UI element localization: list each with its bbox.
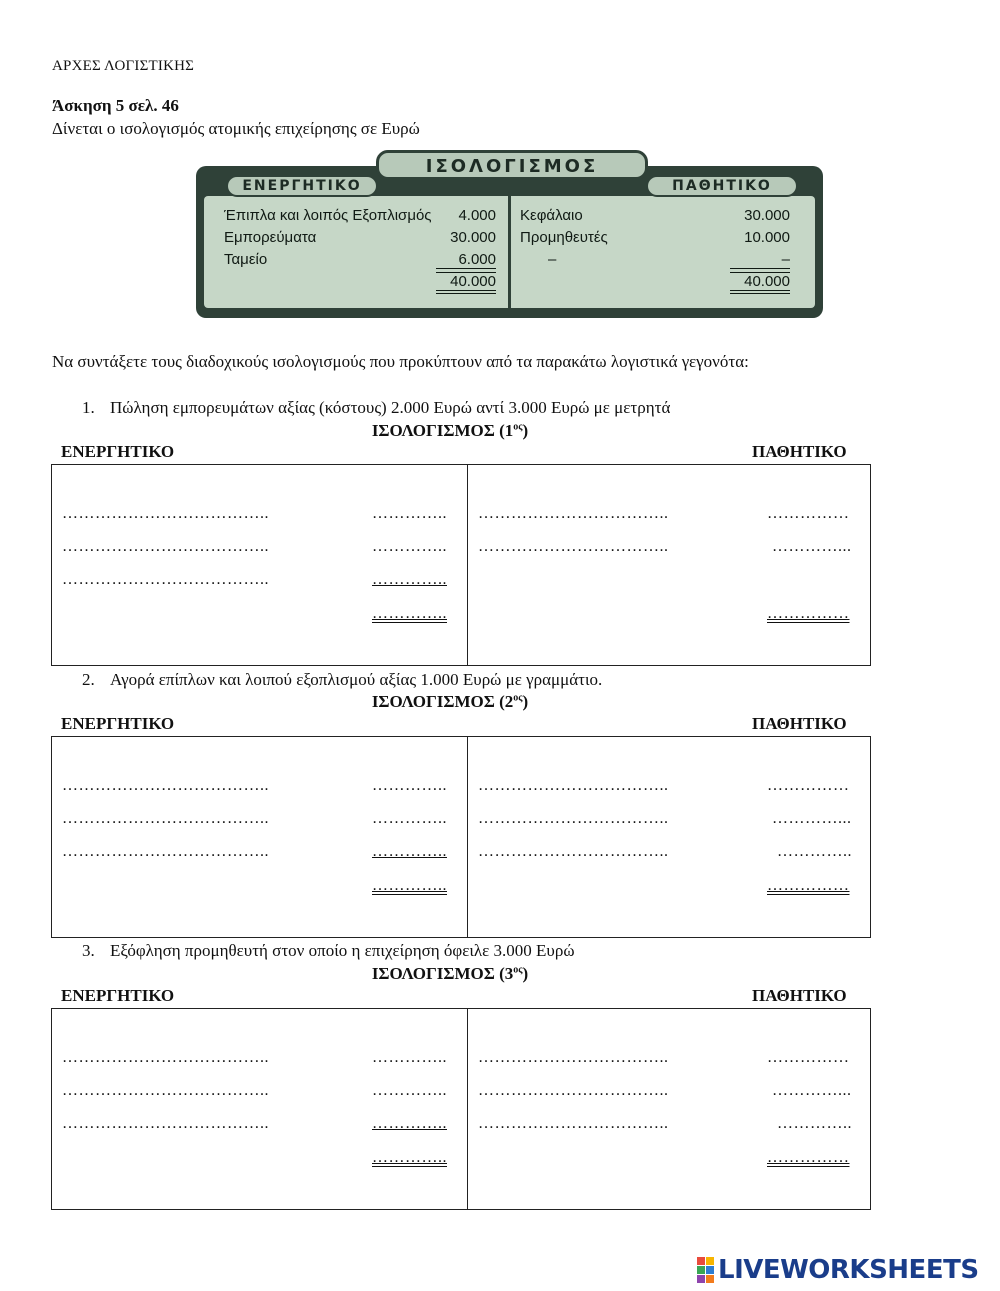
blank-liability-value[interactable]: …………... — [772, 1082, 852, 1099]
asset-name: Ταμείο — [224, 251, 268, 268]
asset-name: Εμπορεύματα — [224, 229, 317, 246]
blank-assets-total[interactable]: ………….. — [372, 605, 447, 622]
blank-liability-value[interactable]: ………….. — [777, 1115, 852, 1132]
task-2 — [82, 670, 602, 690]
task-3 — [82, 941, 575, 961]
blank-asset-value[interactable]: ………….. — [372, 505, 447, 522]
balance-grid-3 — [51, 1008, 871, 1210]
liabilities-total: 40.000 — [730, 272, 790, 294]
blank-liability-name[interactable]: …………………………….. — [478, 843, 669, 860]
blank-liability-value[interactable]: …………… — [767, 777, 850, 794]
course-header: ΑΡΧΕΣ ΛΟΓΙΣΤΙΚΗΣ — [52, 58, 195, 74]
blank-assets-total[interactable]: ………….. — [372, 1149, 447, 1166]
task-text: Εξόφληση προμηθευτή στον οποίο η επιχείρηση όφειλε 3.000 Ευρώ — [110, 941, 575, 960]
blank-liability-name[interactable]: …………………………….. — [478, 810, 669, 827]
liability-name: – — [548, 251, 557, 268]
blank-liability-name[interactable]: …………………………….. — [478, 1082, 669, 1099]
asset-value: 30.000 — [450, 229, 496, 246]
blank-asset-value[interactable]: ………….. — [372, 1049, 447, 1066]
exercise-description: Δίνεται ο ισολογισμός ατομικής επιχείρησης σε Ευρώ — [52, 119, 420, 138]
asset-value: 6.000 — [436, 251, 496, 269]
assets-label: ΕΝΕΡΓΗΤΙΚΟ — [61, 986, 175, 1005]
logo-blocks-icon — [697, 1257, 714, 1283]
blank-asset-name[interactable]: ……………………………….. — [62, 777, 269, 794]
blank-liability-name[interactable]: …………………………….. — [478, 1049, 669, 1066]
liability-name: Κεφάλαιο — [520, 207, 583, 224]
liability-value: 10.000 — [744, 229, 790, 246]
task-number: 1. — [82, 398, 95, 417]
blank-asset-value[interactable]: ………….. — [372, 777, 447, 794]
task-1 — [82, 398, 670, 418]
liability-name: Προμηθευτές — [520, 229, 608, 246]
blank-asset-value[interactable]: ………….. — [372, 571, 447, 588]
blank-asset-name[interactable]: ……………………………….. — [62, 1049, 269, 1066]
original-balance-sheet — [196, 156, 823, 318]
liveworksheets-logo — [697, 1256, 979, 1284]
assets-total: 40.000 — [436, 272, 496, 294]
liabilities-label: ΠΑΘΗΤΙΚΟ — [752, 714, 847, 733]
blank-asset-name[interactable]: ……………………………….. — [62, 810, 269, 827]
balance-sheet-divider — [508, 196, 511, 308]
blank-liabilities-total[interactable]: …………… — [767, 1149, 850, 1166]
blank-asset-name[interactable]: ……………………………….. — [62, 538, 269, 555]
task-text: Πώληση εμπορευμάτων αξίας (κόστους) 2.000 Ευρώ αντί 3.000 Ευρώ με μετρητά — [110, 398, 671, 417]
blank-liability-value[interactable]: ………….. — [777, 843, 852, 860]
blank-asset-value[interactable]: ………….. — [372, 810, 447, 827]
balance-title-2: ΙΣΟΛΟΓΙΣΜΟΣ $(2^{o\varsigma})$ — [371, 692, 529, 711]
balance-title-1: ΙΣΟΛΟΓΙΣΜΟΣ $(1^{o\varsigma})$ — [371, 421, 529, 440]
instructions: Να συντάξετε τους διαδοχικούς ισολογισμούς που προκύπτουν από τα παρακάτω λογιστικά γεγονότα: — [52, 352, 749, 371]
blank-liability-name[interactable]: …………………………….. — [478, 1115, 669, 1132]
blank-asset-value[interactable]: ………….. — [372, 843, 447, 860]
blank-asset-name[interactable]: ……………………………….. — [62, 571, 269, 588]
asset-name: Έπιπλα και λοιπός Εξοπλισμός — [224, 207, 432, 224]
blank-liability-value[interactable]: …………... — [772, 538, 852, 555]
blank-liabilities-total[interactable]: …………… — [767, 605, 850, 622]
balance-grid-1 — [51, 464, 871, 666]
assets-pill: ΕΝΕΡΓΗΤΙΚΟ — [226, 175, 378, 197]
liability-value: – — [730, 251, 790, 269]
task-number: 2. — [82, 670, 95, 689]
assets-label: ΕΝΕΡΓΗΤΙΚΟ — [61, 442, 175, 461]
blank-liabilities-total[interactable]: …………… — [767, 877, 850, 894]
blank-liability-name[interactable]: …………………………….. — [478, 777, 669, 794]
exercise-title: Άσκηση 5 σελ. 46 — [52, 96, 179, 115]
blank-assets-total[interactable]: ………….. — [372, 877, 447, 894]
blank-asset-name[interactable]: ……………………………….. — [62, 843, 269, 860]
balance-grid-2 — [51, 736, 871, 938]
blank-asset-value[interactable]: ………….. — [372, 1115, 447, 1132]
blank-asset-value[interactable]: ………….. — [372, 538, 447, 555]
liabilities-label: ΠΑΘΗΤΙΚΟ — [752, 986, 847, 1005]
balance-title-3: ΙΣΟΛΟΓΙΣΜΟΣ $(3^{o\varsigma})$ — [371, 964, 529, 983]
blank-liability-value[interactable]: …………... — [772, 810, 852, 827]
logo-text: LIVEWORKSHEETS — [718, 1255, 979, 1285]
blank-liability-value[interactable]: …………… — [767, 505, 850, 522]
task-number: 3. — [82, 941, 95, 960]
task-text: Αγορά επίπλων και λοιπού εξοπλισμού αξίας 1.000 Ευρώ με γραμμάτιο. — [110, 670, 603, 689]
balance-sheet-title: ΙΣΟΛΟΓΙΣΜΟΣ — [376, 150, 648, 180]
liabilities-label: ΠΑΘΗΤΙΚΟ — [752, 442, 847, 461]
blank-asset-name[interactable]: ……………………………….. — [62, 505, 269, 522]
liabilities-pill: ΠΑΘΗΤΙΚΟ — [646, 175, 798, 197]
grid-divider — [467, 465, 468, 665]
asset-value: 4.000 — [458, 207, 496, 224]
grid-divider — [467, 737, 468, 937]
assets-label: ΕΝΕΡΓΗΤΙΚΟ — [61, 714, 175, 733]
blank-liability-name[interactable]: …………………………….. — [478, 505, 669, 522]
blank-asset-name[interactable]: ……………………………….. — [62, 1115, 269, 1132]
blank-asset-name[interactable]: ……………………………….. — [62, 1082, 269, 1099]
liability-value: 30.000 — [744, 207, 790, 224]
blank-asset-value[interactable]: ………….. — [372, 1082, 447, 1099]
blank-liability-value[interactable]: …………… — [767, 1049, 850, 1066]
grid-divider — [467, 1009, 468, 1209]
blank-liability-name[interactable]: …………………………….. — [478, 538, 669, 555]
